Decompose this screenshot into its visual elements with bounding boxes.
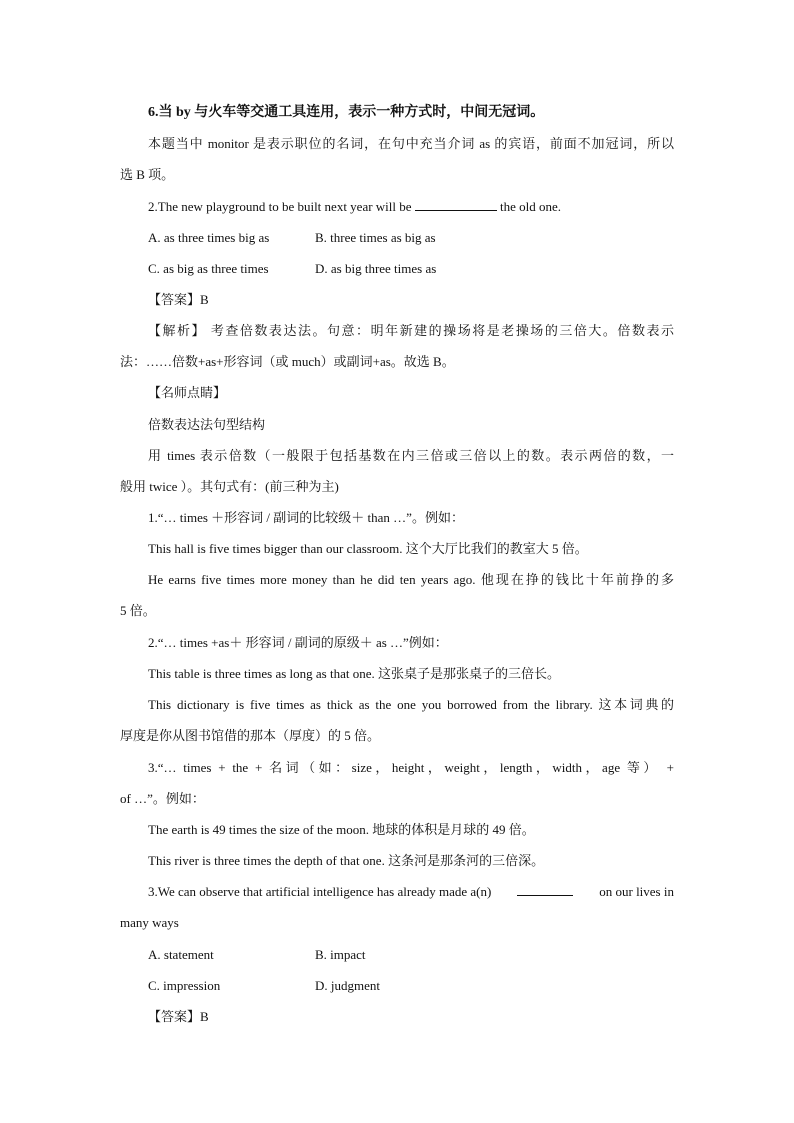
usage-line-1: 用 times 表示倍数（一般限于包括基数在内三倍或三倍以上的数。表示两倍的数，一: [148, 448, 674, 463]
option-a: A. as three times big as: [148, 230, 270, 245]
teacher-tip-heading: 【名师点睛】: [148, 385, 227, 400]
usage-line-2: 般用 twice ）。其句式有：(前三种为主): [120, 479, 339, 494]
option-d: D. as big three times as: [315, 261, 437, 276]
answer-label: 【答案】B: [148, 1009, 209, 1024]
explanation-line-2: 选 B 项。: [120, 167, 175, 182]
pattern-1: 1.“… times ＋形容词 / 副词的比较级＋ than …”。例如：: [148, 510, 464, 525]
answer-blank: [517, 883, 573, 896]
pattern-3-example-1: The earth is 49 times the size of the moon. 地球的体积是月球的 49 倍。: [148, 822, 535, 837]
option-a: A. statement: [148, 947, 214, 962]
pattern-2-example-2: This dictionary is five times as thick as the one you borrowed from the library. 这本词典的: [148, 697, 674, 712]
question-2: [148, 198, 561, 216]
pattern-1-example-2: He earns five times more money than he did ten years ago. 他现在挣的钱比十年前挣的多: [148, 572, 674, 587]
pattern-3-cont: of …”。例如：: [120, 791, 205, 806]
option-d: D. judgment: [315, 978, 380, 993]
pattern-3: 3.“… times + the + 名词（如：size，height，weight，length，width，age 等） +: [148, 760, 674, 775]
structure-heading: 倍数表达法句型结构: [148, 417, 266, 432]
pattern-3-example-2: This river is three times the depth of that one. 这条河是那条河的三倍深。: [148, 853, 545, 868]
analysis-line-1: 【解析】 考查倍数表达法。句意：明年新建的操场将是老操场的三倍大。倍数表示: [148, 323, 674, 338]
answer-blank: [415, 198, 497, 211]
option-b: B. impact: [315, 947, 366, 962]
option-c: C. as big as three times: [148, 261, 269, 276]
question-2-tail: the old one.: [500, 199, 562, 214]
explanation-line-1: 本题当中 monitor 是表示职位的名词，在句中充当介词 as 的宾语，前面不加冠词，所以: [148, 136, 674, 151]
option-b: B. three times as big as: [315, 230, 436, 245]
answer-label: 【答案】B: [148, 292, 209, 307]
pattern-2: 2.“… times +as＋ 形容词 / 副词的原级＋ as …”例如：: [148, 635, 448, 650]
question-3: [148, 883, 674, 901]
pattern-1-example-1: This hall is five times bigger than our classroom. 这个大厅比我们的教室大 5 倍。: [148, 541, 588, 556]
option-c: C. impression: [148, 978, 221, 993]
pattern-2-example-1: This table is three times as long as that one. 这张桌子是那张桌子的三倍长。: [148, 666, 560, 681]
pattern-2-example-2-cont: 厚度是你从图书馆借的那本（厚度）的 5 倍。: [120, 728, 381, 743]
analysis-line-2: 法：……倍数+as+形容词（或 much）或副词+as。故选 B。: [120, 354, 455, 369]
question-3-tail: on our lives in: [599, 884, 674, 899]
question-3-cont: many ways: [120, 915, 179, 930]
question-3-text: 3.We can observe that artificial intelligence has already made a(n): [148, 884, 492, 899]
pattern-1-example-2-cont: 5 倍。: [120, 603, 156, 618]
question-2-text: 2.The new playground to be built next year will be: [148, 199, 412, 214]
rule-note-6: 6.当 by 与火车等交通工具连用，表示一种方式时，中间无冠词。: [148, 105, 545, 120]
